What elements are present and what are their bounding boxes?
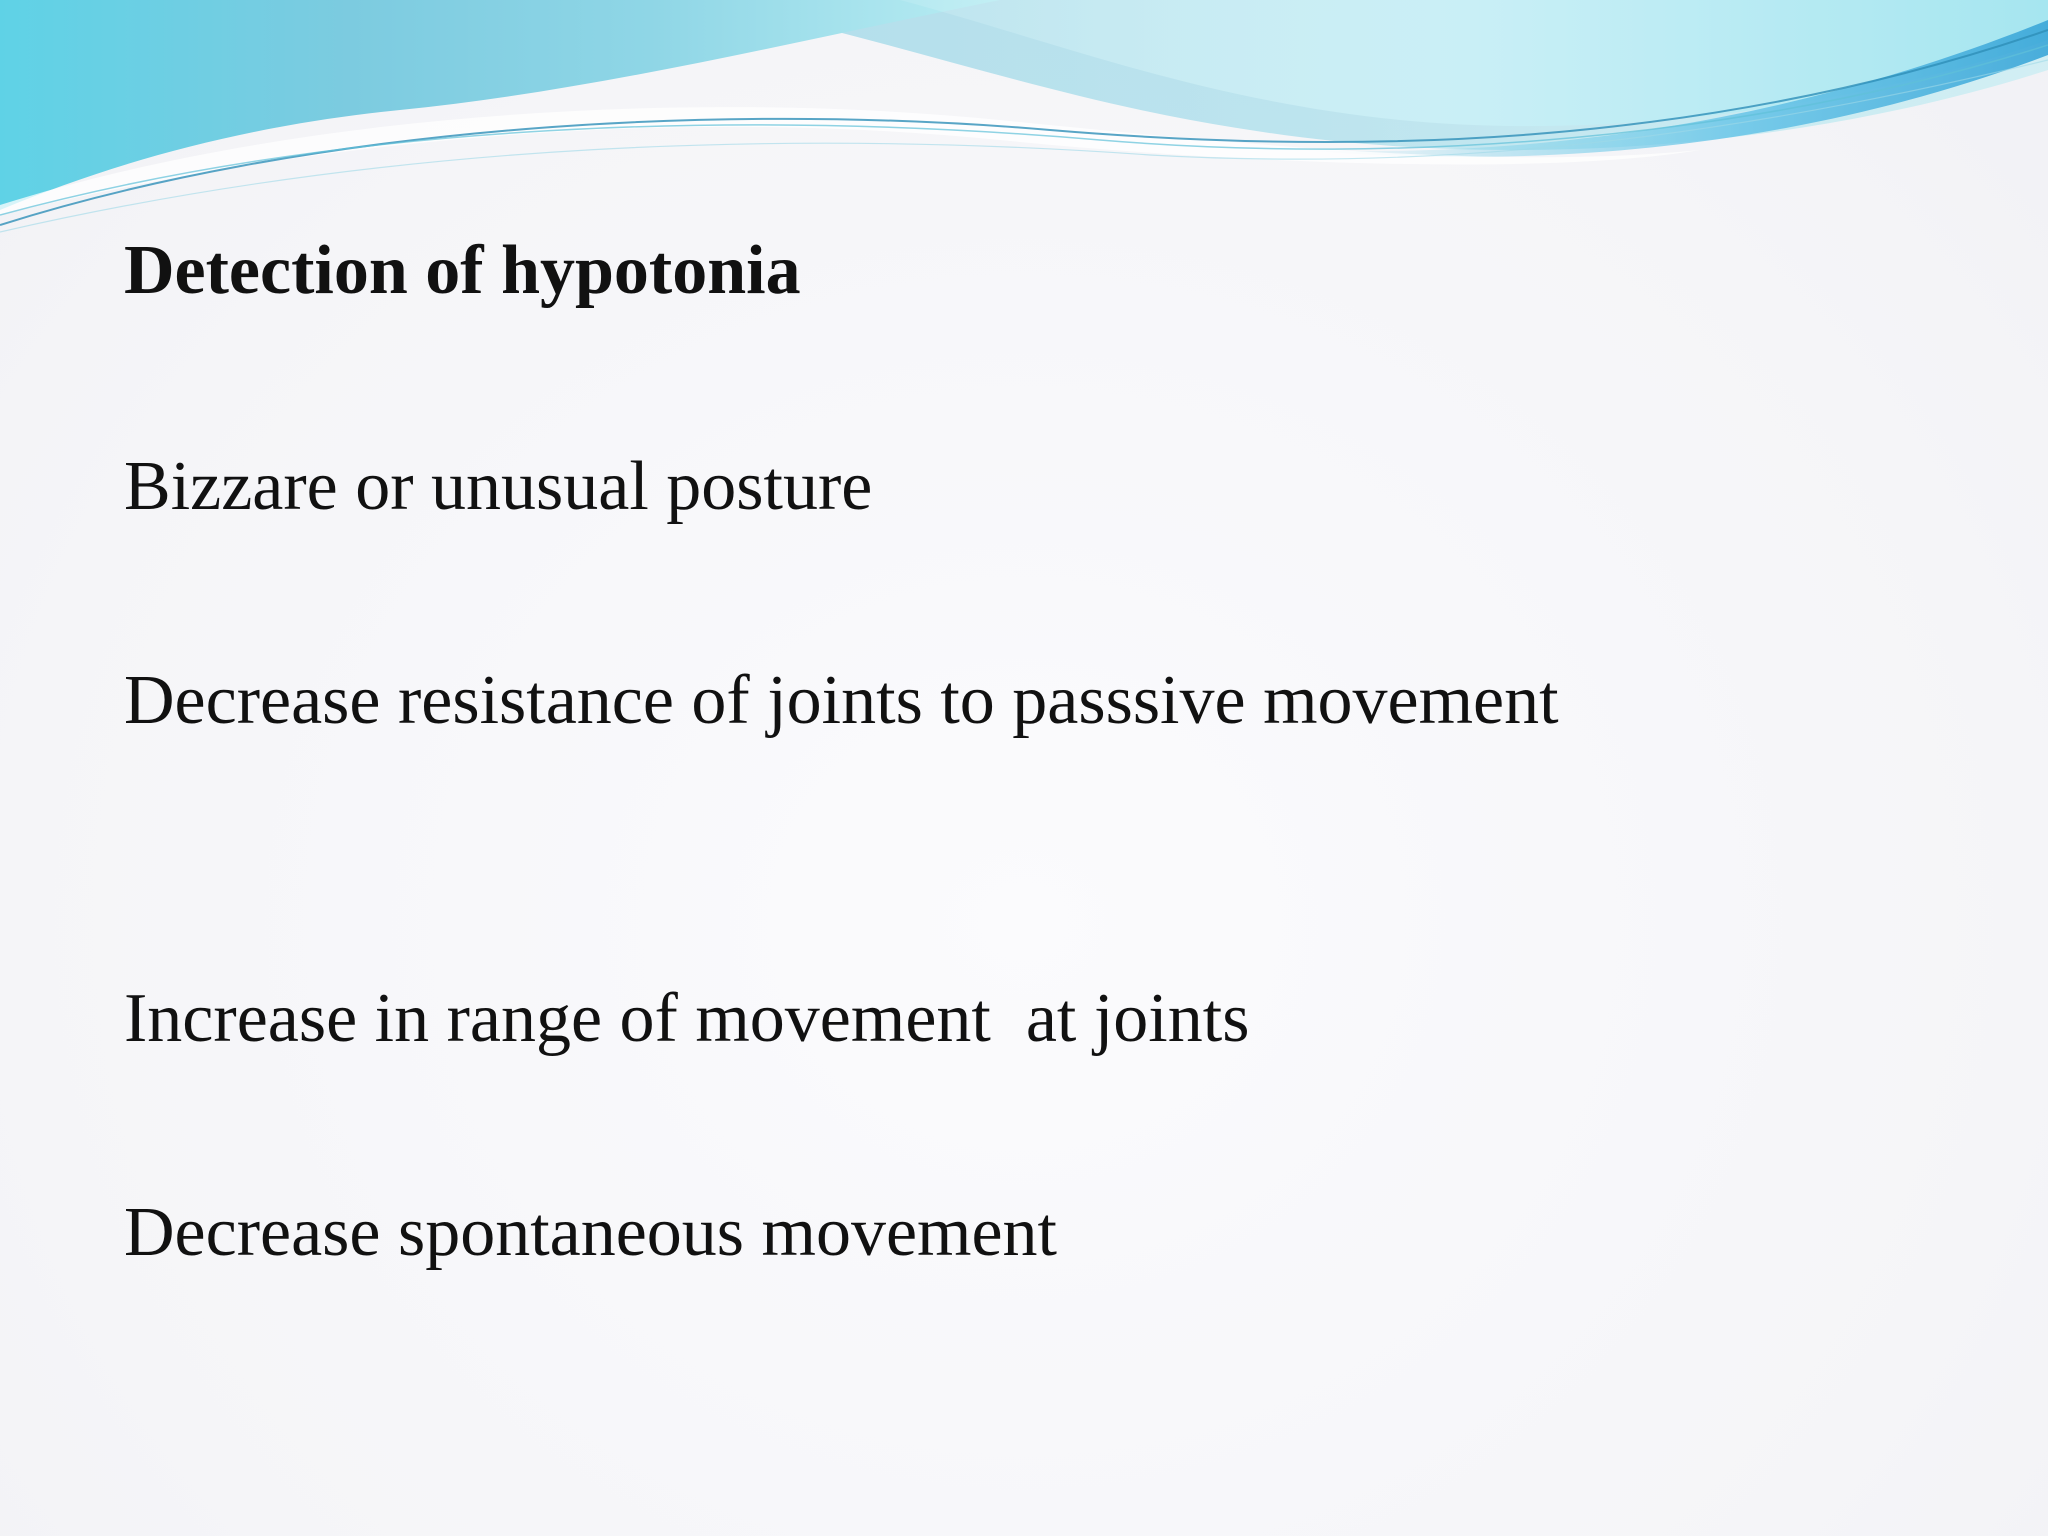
slide-point-spontaneous: Decrease spontaneous movement: [124, 1194, 1058, 1271]
slide-point-resistance: Decrease resistance of joints to passsive movement: [124, 662, 1559, 739]
slide-point-range: Increase in range of movement at joints: [124, 980, 1250, 1057]
slide-title: Detection of hypotonia: [124, 232, 801, 309]
slide-point-posture: Bizzare or unusual posture: [124, 448, 873, 525]
wave-banner-decoration: [0, 0, 2048, 240]
